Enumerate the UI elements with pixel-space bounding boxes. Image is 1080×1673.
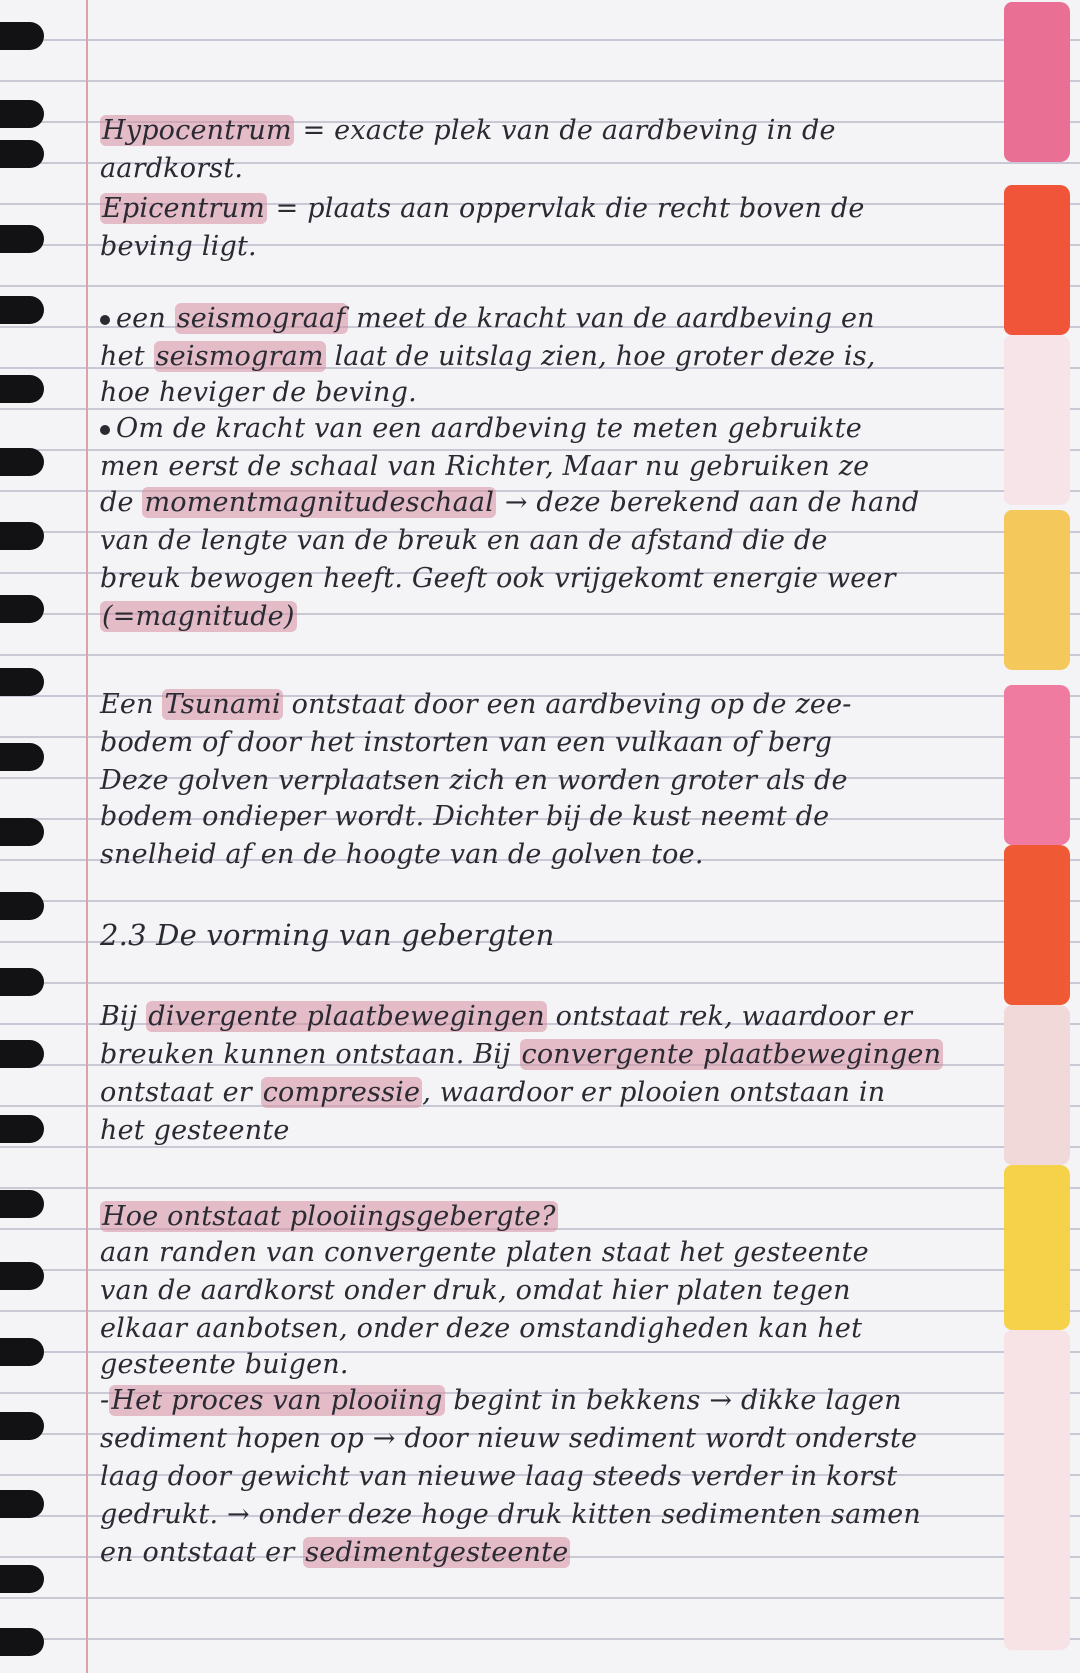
note-line: beving ligt. (100, 231, 257, 262)
note-line (100, 1200, 558, 1234)
term-highlight: sedimentgesteente (305, 1537, 569, 1568)
note-line: bodem of door het instorten van een vulkaan of berg (100, 727, 833, 758)
binder-hole (0, 1338, 44, 1366)
term-highlight: seismograaf (176, 303, 346, 334)
note-line (100, 688, 852, 722)
binder-hole (0, 375, 44, 403)
note-text: breuken kunnen ontstaan. Bij (100, 1039, 520, 1070)
note-line (100, 600, 297, 634)
question-highlight: Hoe ontstaat plooiingsgebergte? (102, 1201, 556, 1232)
note-text: Bij (100, 1001, 147, 1032)
note-text: = exacte plek van de aardbeving in de (293, 115, 836, 146)
note-line: van de aardkorst onder druk, omdat hier platen tegen (100, 1275, 851, 1306)
binder-hole (0, 1412, 44, 1440)
term-highlight: Tsunami (164, 689, 281, 720)
note-text: het (100, 341, 154, 372)
divider-tab-pale (1004, 335, 1070, 505)
divider-tab-pale-2 (1004, 1005, 1070, 1165)
binder-hole (0, 743, 44, 771)
term-highlight: Epicentrum (102, 193, 265, 224)
note-line (100, 486, 919, 520)
divider-tab-light-pink (1004, 685, 1070, 845)
section-heading: 2.3 De vorming van gebergten (100, 918, 555, 952)
note-line: laag door gewicht van nieuwe laag steeds verder in korst (100, 1461, 898, 1492)
note-line (100, 1038, 943, 1072)
term-highlight: momentmagnitudeschaal (144, 487, 495, 518)
note-line (100, 1000, 912, 1034)
divider-tab-orange (1004, 185, 1070, 335)
note-line: Deze golven verplaatsen zich en worden groter als de (100, 765, 848, 796)
binder-hole (0, 1115, 44, 1143)
binder-hole (0, 595, 44, 623)
divider-tab-yellow-2 (1004, 1165, 1070, 1330)
note-text: ontstaat er (100, 1077, 261, 1108)
note-line: het gesteente (100, 1115, 290, 1146)
binder-hole (0, 668, 44, 696)
term-highlight: compressie (262, 1077, 421, 1108)
binder-hole (0, 100, 44, 128)
note-line: gedrukt. → onder deze hoge druk kitten sedimenten samen (100, 1499, 921, 1530)
note-line: snelheid af en de hoogte van de golven toe. (100, 839, 704, 870)
binder-hole (0, 1628, 44, 1656)
note-text: ontstaat door een aardbeving op de zee- (282, 689, 852, 720)
binder-hole (0, 1262, 44, 1290)
term-highlight: convergente plaatbewegingen (521, 1039, 942, 1070)
term-highlight: Hypocentrum (102, 115, 292, 146)
note-line: van de lengte van de breuk en aan de afstand die de (100, 525, 828, 556)
note-text: een (116, 303, 175, 334)
note-text: Om de kracht van een aardbeving te meten gebruikte (116, 413, 862, 444)
note-line: gesteente buigen. (100, 1349, 349, 1380)
bullet-icon (100, 425, 110, 435)
binder-hole (0, 522, 44, 550)
term-highlight: seismogram (155, 341, 324, 372)
note-line (100, 340, 876, 374)
note-line (100, 1076, 885, 1110)
term-highlight: (=magnitude) (102, 601, 295, 632)
note-text: Een (100, 689, 163, 720)
term-highlight: divergente plaatbewegingen (148, 1001, 545, 1032)
note-line: aardkorst. (100, 153, 244, 184)
note-line: aan randen van convergente platen staat het gesteente (100, 1237, 869, 1268)
note-line: sediment hopen op → door nieuw sediment wordt onderste (100, 1423, 918, 1454)
binder-hole (0, 448, 44, 476)
binder-hole (0, 968, 44, 996)
note-text: en ontstaat er (100, 1537, 304, 1568)
divider-tab-pale-3 (1004, 1330, 1070, 1650)
note-text: begint in bekkens → dikke lagen (444, 1385, 902, 1416)
term-highlight: Het proces van plooiing (111, 1385, 443, 1416)
binder-hole (0, 1490, 44, 1518)
binder-hole (0, 140, 44, 168)
note-line (100, 114, 836, 148)
note-line: hoe heviger de beving. (100, 377, 417, 408)
divider-tab-orange-2 (1004, 845, 1070, 1005)
divider-tab-pink (1004, 2, 1070, 162)
margin-line (86, 0, 88, 1673)
note-line (100, 1536, 570, 1570)
note-line: men eerst de schaal van Richter, Maar nu gebruiken ze (100, 451, 870, 482)
note-line: elkaar aanbotsen, onder deze omstandigheden kan het (100, 1313, 863, 1344)
note-text: laat de uitslag zien, hoe groter deze is, (325, 341, 876, 372)
binder-hole (0, 1565, 44, 1593)
binder-hole (0, 225, 44, 253)
note-line (100, 302, 875, 336)
binder-hole (0, 1040, 44, 1068)
note-text: meet de kracht van de aardbeving en (347, 303, 875, 334)
note-line: breuk bewogen heeft. Geeft ook vrijgekomt energie weer (100, 563, 896, 594)
note-line (100, 1384, 902, 1418)
note-line: bodem ondieper wordt. Dichter bij de kust neemt de (100, 801, 830, 832)
note-text: ontstaat rek, waardoor er (546, 1001, 913, 1032)
binder-hole (0, 296, 44, 324)
note-text: , waardoor er plooien ontstaan in (422, 1077, 886, 1108)
note-text: de (100, 487, 143, 518)
note-text: → deze berekend aan de hand (496, 487, 920, 518)
note-text: - (100, 1385, 110, 1416)
divider-tab-yellow (1004, 510, 1070, 670)
note-line (100, 192, 865, 226)
binder-hole (0, 22, 44, 50)
bullet-icon (100, 315, 110, 325)
binder-hole (0, 892, 44, 920)
note-line (100, 412, 862, 446)
note-text: = plaats aan oppervlak die recht boven de (266, 193, 865, 224)
binder-hole (0, 1190, 44, 1218)
binder-hole (0, 818, 44, 846)
